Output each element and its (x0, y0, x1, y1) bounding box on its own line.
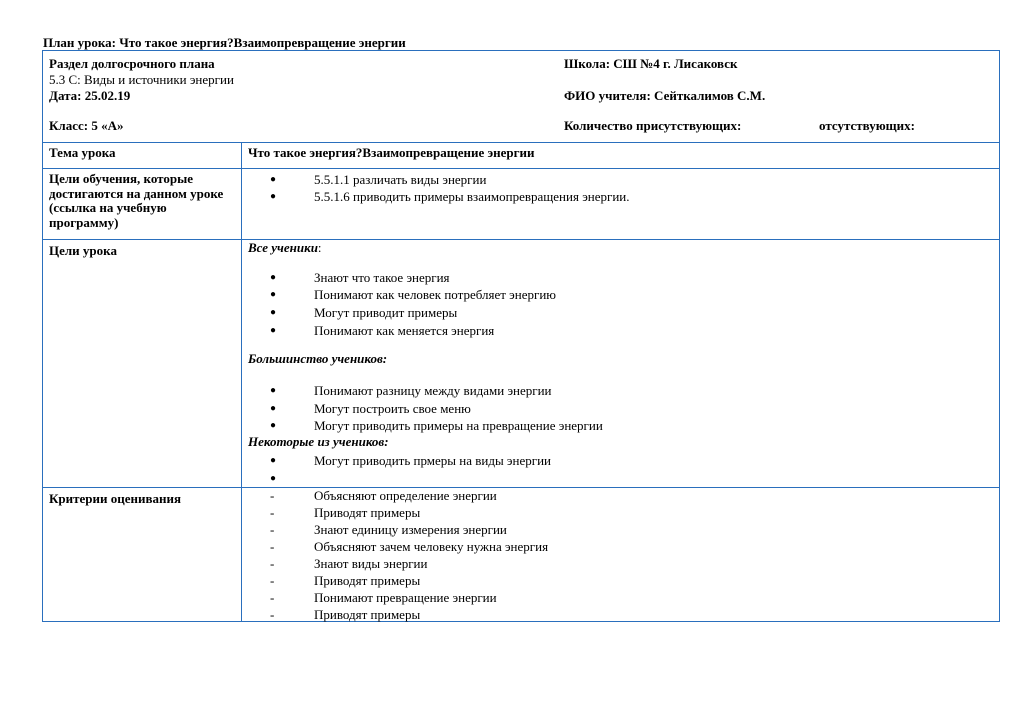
bullet-icon: ● (270, 385, 277, 396)
bullet-icon: ● (270, 307, 277, 318)
most-students-heading: Большинство учеников: (248, 351, 388, 366)
dash-icon: - (270, 539, 275, 554)
lesson-plan-table: Раздел долгосрочного плана 5.3 С: Виды и источники энергии Дата: 25.02.19 Класс: 5 «А» Школа: СШ №4 г. Лисаковск ФИО учителя: Сейткалимов С.М. Количество присутствующих: отсутствующих: Тема урока Что такое энергия?Взаимопревращение энергии Цели обучения, которые достигаются на данном уроке (ссылка на учебную программу) ● 5.5.1.1 различать виды энергии ● 5.5.1.6 приводить примеры взаимопревращения энергии. Цели урока Все ученики: ● Знают что такое энергия ● Понимают как человек потребляет энергию ● Могут приводит примеры ● Понимают как меняется энергия Большинство учеников: ● Понимают разницу между видами энергии ● Могут построить свое меню ● Могут приводить примеры на превращение энергии Некоторые из учеников: ● Могут приводить прмеры на виды энергии ● Критерии оценивания - Объясняют определение энергии - Приводят примеры - Знают единицу измерения энергии - Объясняют зачем человеку нужна энергия - Знают виды энергии - Приводят примеры - Понимают превращение энергии - Приводят примеры (42, 50, 1000, 622)
bullet-icon: ● (270, 325, 277, 336)
dash-icon: - (270, 590, 275, 605)
row-divider (43, 142, 999, 143)
row-divider (43, 168, 999, 169)
dash-icon: - (270, 505, 275, 520)
bullet-icon: ● (270, 289, 277, 300)
dash-icon: - (270, 573, 275, 588)
dash-icon: - (270, 522, 275, 537)
row-divider (43, 239, 999, 240)
bullet-icon: ● (270, 473, 277, 484)
all-students-heading: Все ученики: (248, 240, 322, 255)
teacher-name: ФИО учителя: Сейткалимов С.М. (564, 88, 766, 103)
dash-icon: - (270, 556, 275, 571)
page-title: План урока: Что такое энергия?Взаимопревращение энергии (43, 35, 406, 50)
bullet-icon: ● (270, 455, 277, 466)
dash-icon: - (270, 488, 275, 503)
bullet-icon: ● (270, 191, 277, 202)
some-students-heading: Некоторые из учеников: (248, 434, 389, 449)
section-value: 5.3 С: Виды и источники энергии (49, 72, 234, 87)
bullet-icon: ● (270, 403, 277, 414)
absent-count-label: отсутствующих: (819, 118, 915, 133)
row-divider (43, 487, 999, 488)
goals-label: Цели урока (49, 243, 117, 258)
criteria-label: Критерии оценивания (49, 491, 182, 506)
bullet-icon: ● (270, 174, 277, 185)
topic-label: Тема урока (49, 145, 116, 160)
column-divider (241, 142, 242, 621)
objectives-label: Цели обучения, которые достигаются на данном уроке (ссылка на учебную программу) (49, 171, 224, 230)
lesson-date: Дата: 25.02.19 (49, 88, 131, 103)
class-name: Класс: 5 «А» (49, 118, 124, 133)
dash-icon: - (270, 607, 275, 622)
topic-value: Что такое энергия?Взаимопревращение энергии (248, 145, 535, 160)
bullet-icon: ● (270, 272, 277, 283)
present-count-label: Количество присутствующих: (564, 118, 742, 133)
bullet-icon: ● (270, 420, 277, 431)
school-name: Школа: СШ №4 г. Лисаковск (564, 56, 738, 71)
section-label: Раздел долгосрочного плана (49, 56, 215, 71)
